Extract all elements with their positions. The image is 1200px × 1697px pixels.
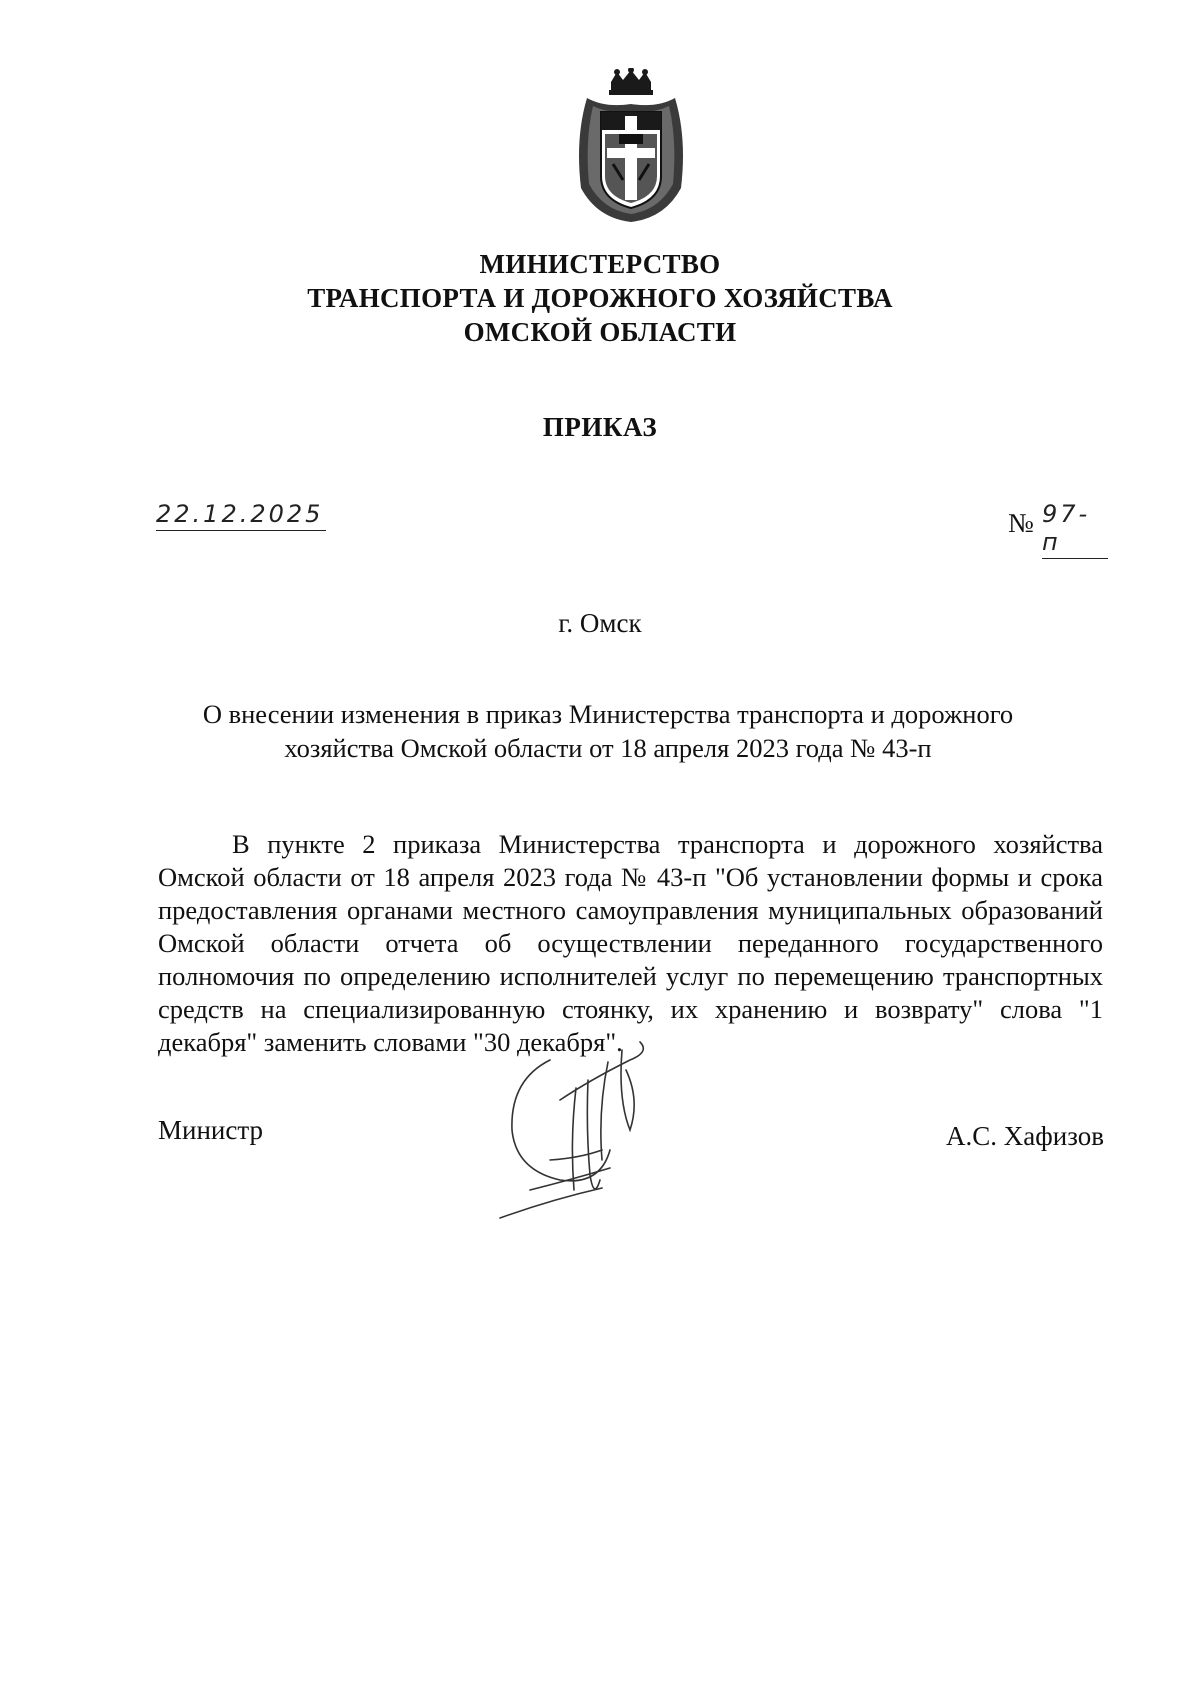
city: г. Омск — [558, 608, 642, 638]
org-name-line-1: МИНИСТЕРСТВО — [479, 249, 721, 279]
handwritten-signature-icon — [490, 1040, 700, 1220]
org-name-line-2: ТРАНСПОРТА И ДОРОЖНОГО ХОЗЯЙСТВА — [307, 283, 893, 313]
coat-of-arms-icon — [567, 68, 695, 224]
order-subject: О внесении изменения в приказ Министерства транспорта и дорожного хозяйства Омской области от 18 апреля 2023 года № 43-п — [202, 699, 1014, 763]
number-label: № — [1008, 508, 1034, 538]
order-number: 97-п — [1042, 500, 1108, 559]
signer-name: А.С. Хафизов — [946, 1121, 1104, 1151]
org-name-line-3: ОМСКОЙ ОБЛАСТИ — [463, 317, 737, 347]
document-type: ПРИКАЗ — [542, 412, 658, 442]
order-date: 22.12.2025 — [156, 500, 326, 531]
signer-title: Министр — [158, 1115, 263, 1145]
order-body: В пункте 2 приказа Министерства транспорта и дорожного хозяйства Омской области от 18 апреля 2023 года № 43-п "Об установлении формы и срока предоставления органами местного самоуправления муниципальных образований Омской области отчета об осуществлении переданного государственного полномочия по определению исполнителей услуг по перемещению транспортных средств на специализированную стоянку, их хранению и возврату" слова "1 декабря" заменить словами "30 декабря". — [158, 829, 1103, 1057]
